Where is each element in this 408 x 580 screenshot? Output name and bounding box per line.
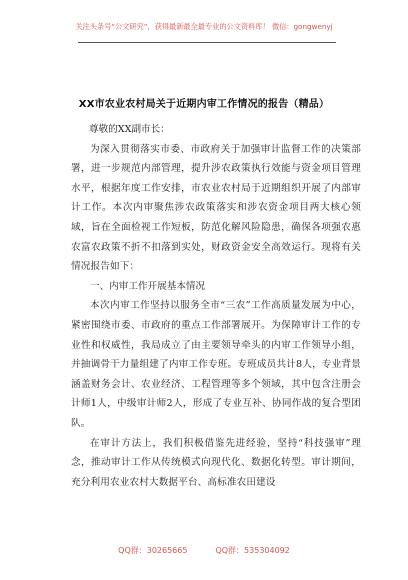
header-banner: 关注头条号“公文研究”，获得最新最全最专业的公文资料库！ 微信：gongwenyj	[75, 22, 333, 31]
section-heading-1: 一、内审工作开展基本情况	[90, 280, 206, 292]
greeting-line: 尊敬的XX副市长：	[89, 124, 170, 135]
section1-paragraph-2: 在审计方法上，我们积极借鉴先进经验，坚持“科技强审”理念，推动审计工作从传统模式向现代化、数据化转型。审计期间，充分利用农业农村大数据平台、高标准农田建设	[71, 437, 361, 488]
intro-paragraph: 为深入贯彻落实市委、市政府关于加强审计监督工作的决策部署，进一步规范内部管理，提升涉农政策执行效能与资金项目管理水平，根据年度工作安排，市农业农村局于近期组织开展了内部审计工作。本次内审聚焦涉农政策落实和涉农资金项目两大核心领域，旨在全面检视工作短板，防范化解风险隐患，确保各项强农惠农富农政策不折不扣落到实处，财政资金安全高效运行。现将有关情况报告如下：	[71, 143, 361, 273]
footer-contact	[0, 545, 408, 556]
document-title: XX市农业农村局关于近期内审工作情况的报告（精品）	[78, 99, 330, 110]
footer-qq-group-2: QQ群：535304092	[215, 546, 290, 555]
document-body	[71, 120, 361, 492]
header-divider	[78, 42, 336, 43]
footer-qq-group-1: QQ群：30265665	[118, 546, 188, 555]
section1-paragraph-1: 本次内审工作坚持以服务全市“三农”工作高质量发展为中心，紧密围绕市委、市政府的重点工作部署展开。为保障审计工作的专业性和权威性，我局成立了由主要领导牵头的内审工作领导小组，并抽调骨干力量组建了内审工作专班。专班成员共计8人，专业背景涵盖财务会计、农业经济、工程管理等多个领域，其中包含注册会计师1人，中级审计师2人，形成了专业互补、协同作战的复合型团队。	[71, 300, 361, 429]
